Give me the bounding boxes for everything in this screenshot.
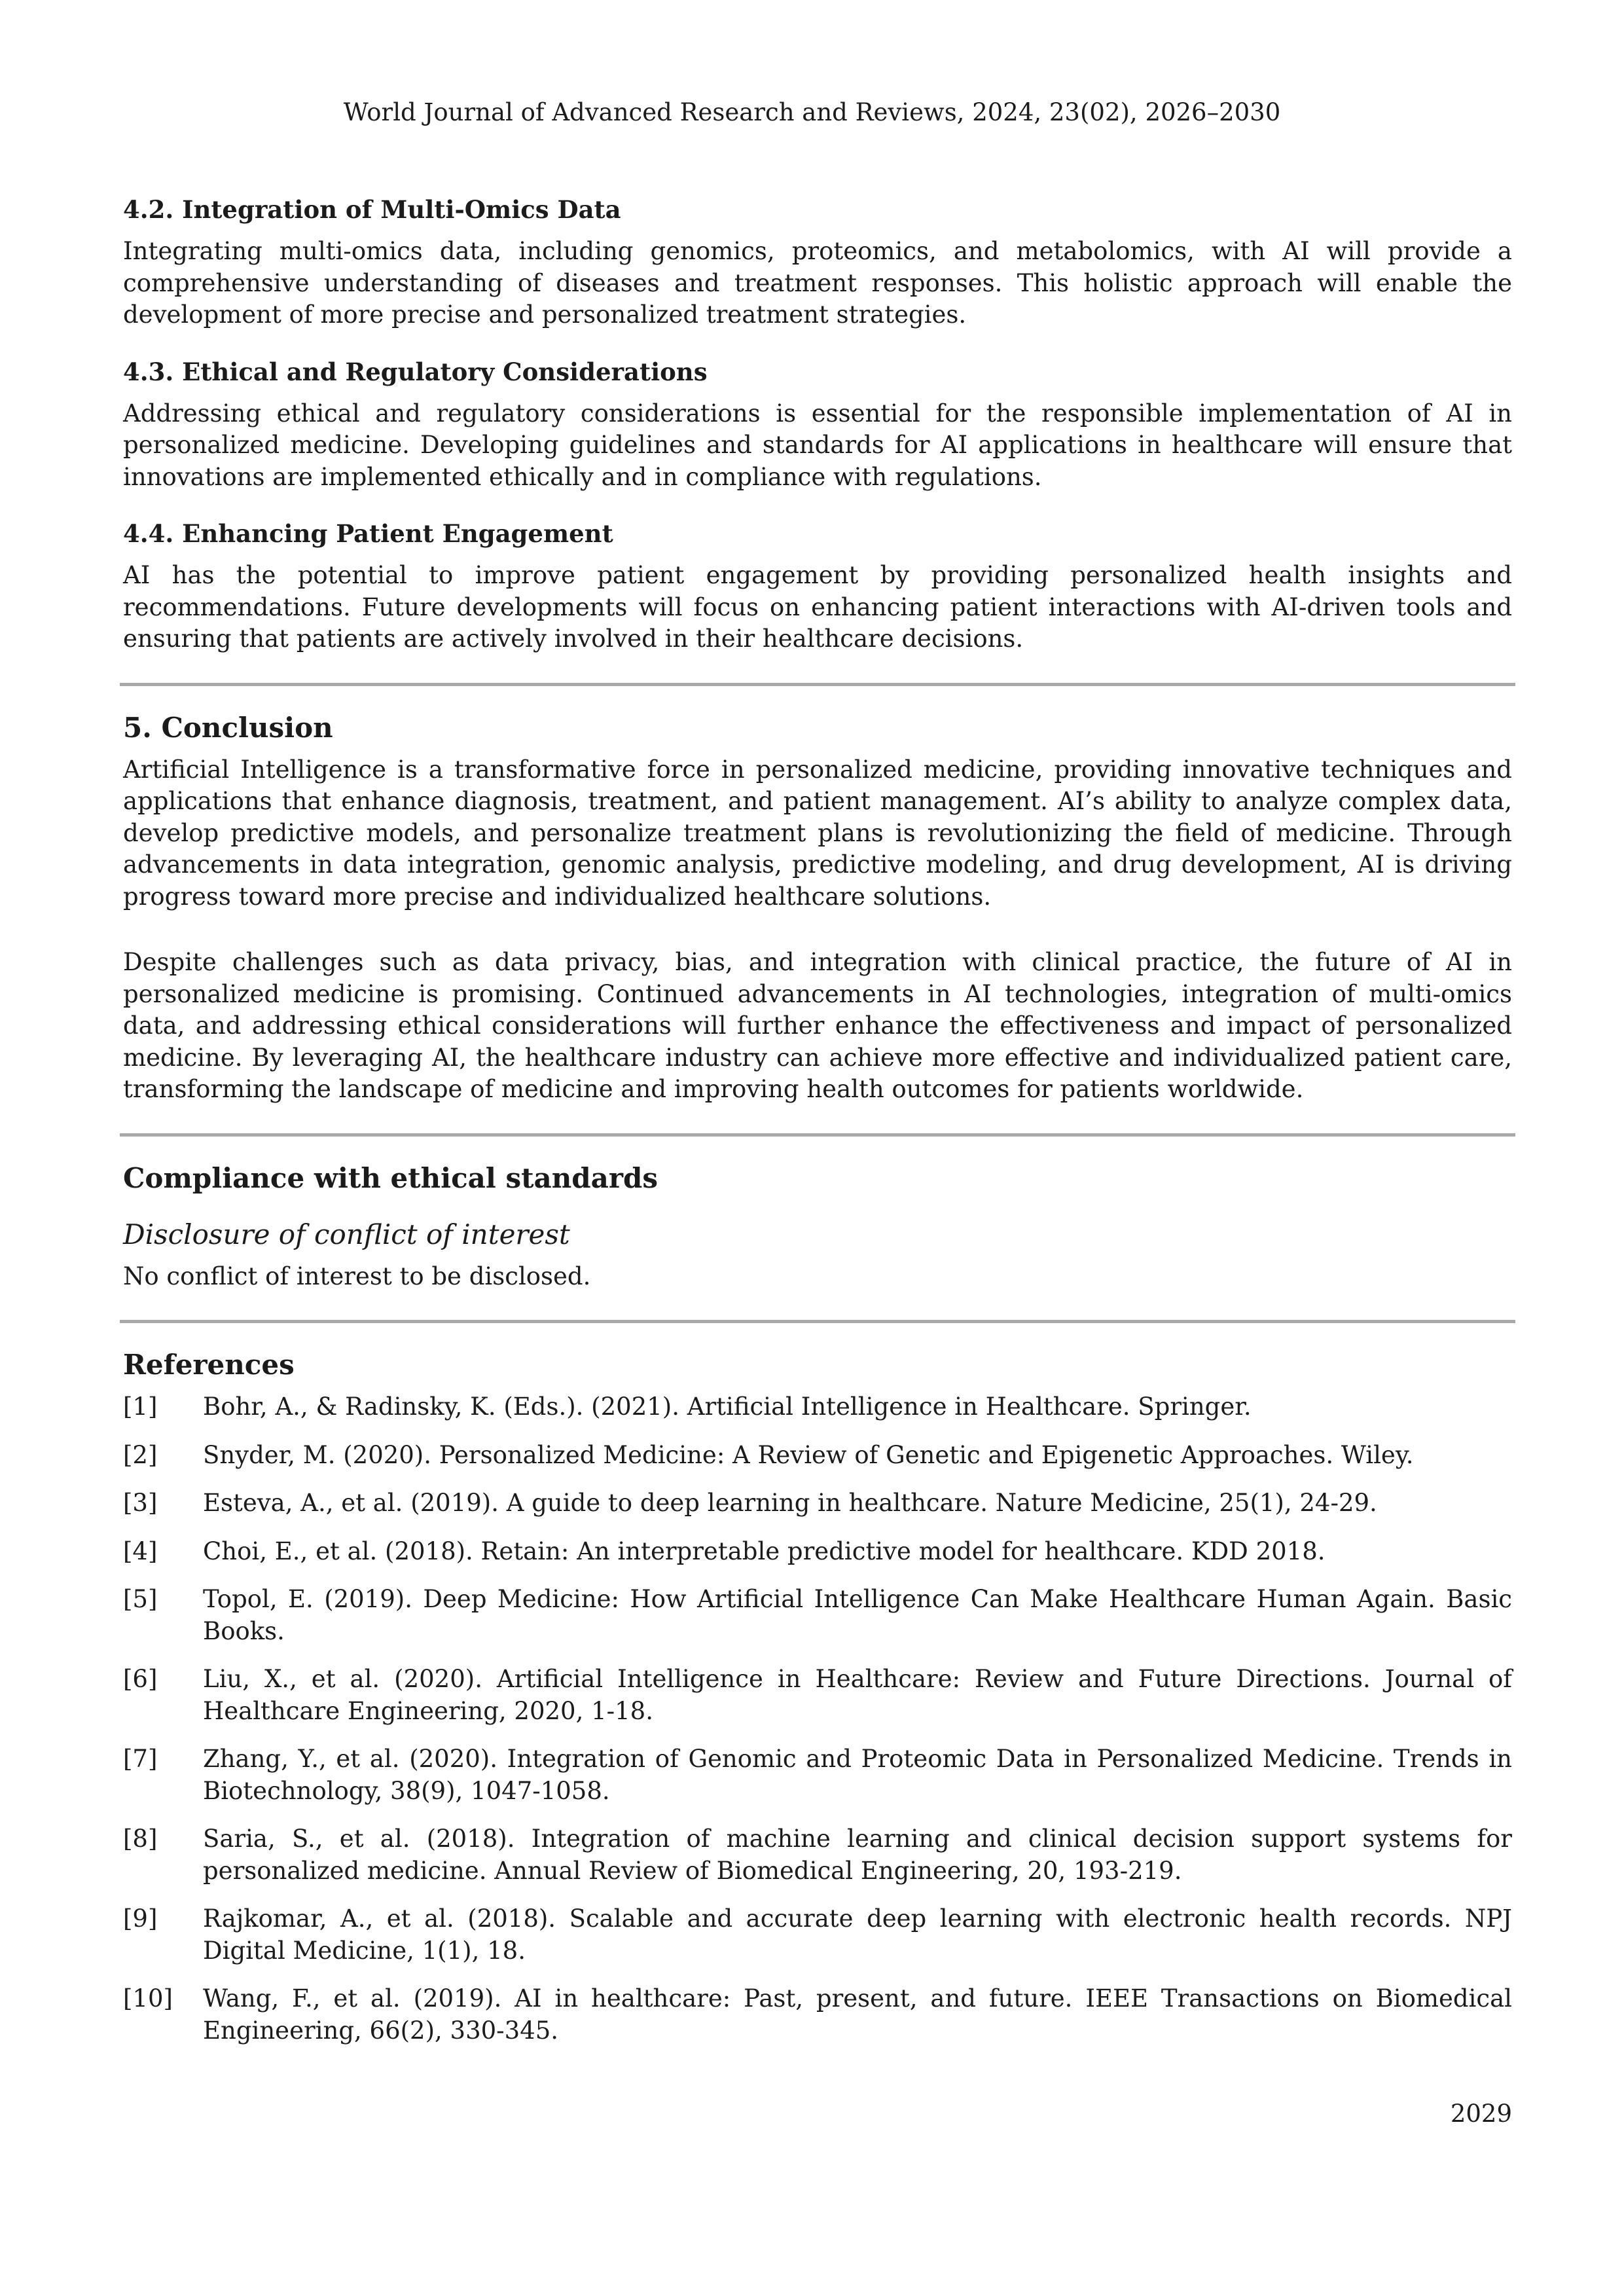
- reference-text: Rajkomar, A., et al. (2018). Scalable and accurate deep learning with electronic health records. NPJ Digital Medicine, 1(1), 18.: [203, 1904, 1512, 1965]
- reference-number: [2]: [123, 1440, 158, 1469]
- reference-number: [4]: [123, 1537, 158, 1565]
- reference-item: [123, 1903, 1512, 1967]
- section-divider: [120, 1133, 1515, 1137]
- reference-number: [1]: [123, 1393, 158, 1421]
- reference-number: [10]: [123, 1984, 173, 2013]
- subsection-heading: 4.4. Enhancing Patient Engagement: [123, 519, 613, 548]
- page-content: [123, 194, 1512, 2063]
- reference-list: [123, 1391, 1512, 2047]
- reference-text: Zhang, Y., et al. (2020). Integration of Genomic and Proteomic Data in Personalized Medicine. Trends in Biotechnology, 38(9), 1047-1058.: [203, 1745, 1512, 1805]
- reference-number: [3]: [123, 1489, 158, 1517]
- section-divider: [120, 1320, 1515, 1323]
- subsection-ethical-regulatory: [123, 356, 1512, 494]
- reference-item: [123, 1391, 1512, 1423]
- page-number: 2029: [1450, 2100, 1512, 2128]
- reference-text: Esteva, A., et al. (2019). A guide to deep learning in healthcare. Nature Medicine, 25(1), 24-29.: [203, 1489, 1377, 1517]
- subsection-heading: 4.3. Ethical and Regulatory Considerations: [123, 357, 708, 386]
- reference-number: [9]: [123, 1904, 158, 1933]
- section-heading: 5. Conclusion: [123, 711, 333, 744]
- section-heading: Compliance with ethical standards: [123, 1161, 658, 1194]
- reference-item: [123, 1823, 1512, 1887]
- subsection-paragraph: Addressing ethical and regulatory considerations is essential for the responsible implementation of AI in personalized medicine. Developing guidelines and standards for AI applications in healthcare will ensure that innovations are implemented ethically and in compliance with regulations.: [123, 399, 1512, 491]
- reference-text: Choi, E., et al. (2018). Retain: An interpretable predictive model for healthcare. KDD 2018.: [203, 1537, 1326, 1565]
- reference-text: Snyder, M. (2020). Personalized Medicine: A Review of Genetic and Epigenetic Approaches. Wiley.: [203, 1440, 1414, 1469]
- reference-text: Wang, F., et al. (2019). AI in healthcare: Past, present, and future. IEEE Transactions on Biomedical Engineering, 66(2), 330-345.: [203, 1984, 1512, 2045]
- running-header: World Journal of Advanced Research and Reviews, 2024, 23(02), 2026–2030: [343, 98, 1281, 126]
- conclusion-section: [123, 710, 1512, 1106]
- reference-number: [8]: [123, 1825, 158, 1853]
- reference-item: [123, 1584, 1512, 1647]
- reference-item: [123, 1664, 1512, 1727]
- section-heading: References: [123, 1349, 295, 1381]
- reference-item: [123, 1743, 1512, 1807]
- compliance-paragraph: No conflict of interest to be disclosed.: [123, 1262, 591, 1290]
- reference-text: Saria, S., et al. (2018). Integration of machine learning and clinical decision support systems for personalized medicine. Annual Review of Biomedical Engineering, 20, 193-219.: [203, 1825, 1512, 1885]
- reference-item: [123, 1440, 1512, 1472]
- compliance-section: [123, 1160, 1512, 1293]
- references-section: [123, 1347, 1512, 2047]
- reference-text: Bohr, A., & Radinsky, K. (Eds.). (2021). Artificial Intelligence in Healthcare. Springer.: [203, 1393, 1252, 1421]
- subsection-multi-omics: [123, 194, 1512, 331]
- reference-number: [7]: [123, 1745, 158, 1773]
- subsection-heading-italic: Disclosure of conflict of interest: [123, 1218, 570, 1250]
- conclusion-paragraph: Despite challenges such as data privacy, bias, and integration with clinical practice, the future of AI in personalized medicine is promising. Continued advancements in AI technologies, integration of multi-omics data, and addressing ethical considerations will further enhance the effectiveness and impact of personalized medicine. By leveraging AI, the healthcare industry can achieve more effective and individualized patient care, transforming the landscape of medicine and improving health outcomes for patients worldwide.: [123, 948, 1512, 1103]
- subsection-paragraph: Integrating multi-omics data, including genomics, proteomics, and metabolomics, with AI will provide a comprehensive understanding of diseases and treatment responses. This holistic approach will enable the development of more precise and personalized treatment strategies.: [123, 237, 1512, 329]
- conclusion-paragraph: Artificial Intelligence is a transformative force in personalized medicine, providing innovative techniques and applications that enhance diagnosis, treatment, and patient management. AI’s ability to analyze complex data, develop predictive models, and personalize treatment plans is revolutionizing the field of medicine. Through advancements in data integration, genomic analysis, predictive modeling, and drug development, AI is driving progress toward more precise and individualized healthcare solutions.: [123, 755, 1512, 911]
- subsection-heading: 4.2. Integration of Multi-Omics Data: [123, 195, 621, 224]
- reference-item: [123, 1487, 1512, 1520]
- reference-number: [6]: [123, 1665, 158, 1693]
- subsection-paragraph: AI has the potential to improve patient engagement by providing personalized health insights and recommendations. Future developments will focus on enhancing patient interactions with AI-driven tools and ensuring that patients are actively involved in their healthcare decisions.: [123, 561, 1512, 653]
- section-divider: [120, 683, 1515, 686]
- reference-item: [123, 1536, 1512, 1568]
- reference-number: [5]: [123, 1585, 158, 1613]
- reference-text: Liu, X., et al. (2020). Artificial Intelligence in Healthcare: Review and Future Directions. Journal of Healthcare Engineering, 2020, 1-18.: [203, 1665, 1512, 1725]
- reference-text: Topol, E. (2019). Deep Medicine: How Artificial Intelligence Can Make Healthcare Human Again. Basic Books.: [203, 1585, 1512, 1645]
- subsection-patient-engagement: [123, 518, 1512, 655]
- reference-item: [123, 1983, 1512, 2047]
